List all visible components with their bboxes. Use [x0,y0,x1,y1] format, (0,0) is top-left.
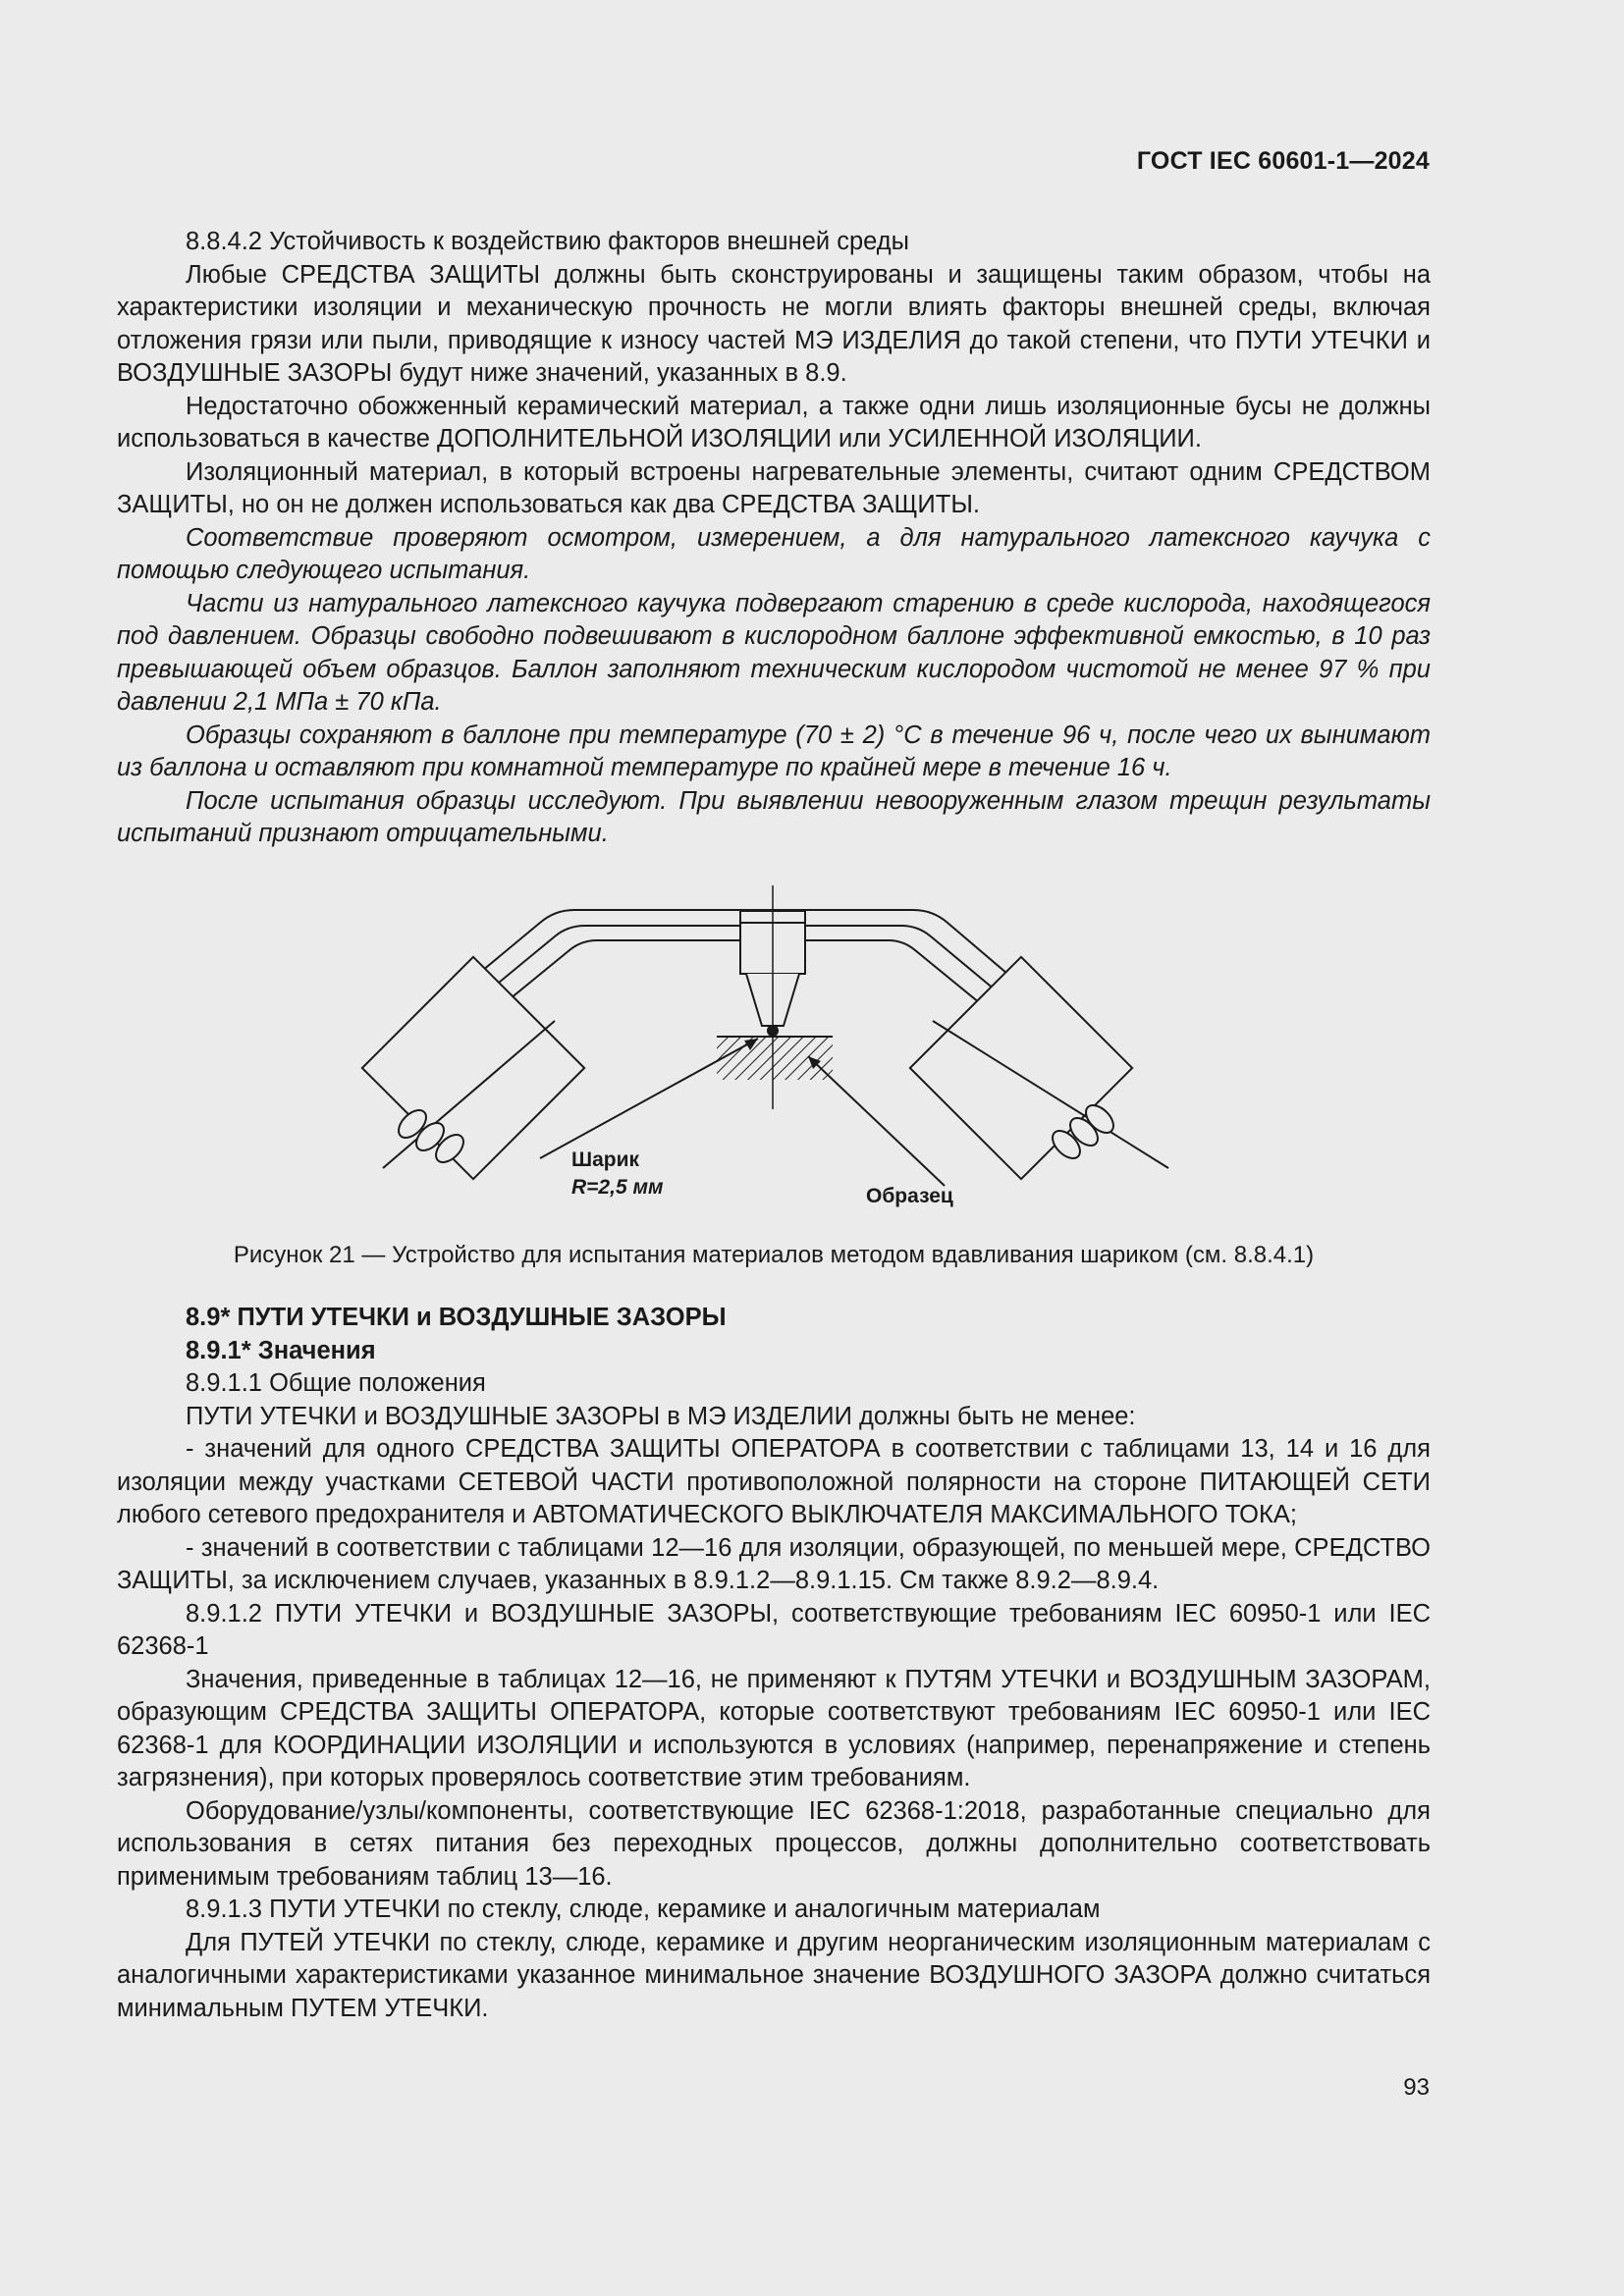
figure-21-ball-pressure-apparatus [353,874,1218,1217]
right-weight-block [910,957,1168,1179]
left-weight-block [362,957,584,1179]
list-item: - значений в соответствии с таблицами 12—16 для изоляции, образующей, по меньшей мере, СРЕДСТВО ЗАЩИТЫ, за исключением случаев, указанных в 8.9.1.2—8.9.1.15. См также 8.9.2—8.9.4. [117,1533,1431,1594]
paragraph: Значения, приведенные в таблицах 12—16, не применяют к ПУТЯМ УТЕЧКИ и ВОЗДУШНЫМ ЗАЗОРАМ, образующим СРЕДСТВА ЗАЩИТЫ ОПЕРАТОРА, которые соответствуют требованиям IEC 60950-1 или IEC 62368-1 для КООРДИНАЦИИ ИЗОЛЯЦИИ и используются в условиях (например, перенапряжение и степень загрязнения), при которых проверялось соответствие этим требованиям. [117,1665,1431,1791]
page-number: 93 [1403,2074,1430,2101]
label-sample: Образец [866,1185,953,1207]
test-paragraph: Образцы сохраняют в баллоне при температуре (70 ± 2) °С в течение 96 ч, после чего их вынимают из баллона и оставляют при комнатной температуре по крайней мере в течение 16 ч. [117,721,1431,781]
clause-8-8-4-2-title: 8.8.4.2 Устойчивость к воздействию факторов внешней среды [186,228,909,255]
test-paragraph: Части из натурального латексного каучука подвергают старению в среде кислорода, находящегося под давлением. Образцы свободно подвешивают в кислородном баллоне эффективной емкостью, в 10 раз превышающей объем образцов. Баллон заполняют техническим кислородом чистотой не менее 97 % при давлении 2,1 МПа ± 70 кПа. [117,589,1431,716]
compliance-paragraph: Соответствие проверяют осмотром, измерением, а для натурального латексного каучука с помощью следующего испытания. [117,523,1431,584]
label-radius: R=2,5 мм [571,1176,664,1199]
clause-8-9-1-3-title: 8.9.1.3 ПУТИ УТЕЧКИ по стеклу, слюде, керамике и аналогичным материалам [186,1896,1101,1923]
document-number: ГОСТ IEC 60601-1—2024 [1136,147,1430,175]
clause-8-9-1-heading: 8.9.1* Значения [186,1336,376,1364]
section-environment-resistance [117,226,1431,851]
paragraph: ПУТИ УТЕЧКИ и ВОЗДУШНЫЕ ЗАЗОРЫ в МЭ ИЗДЕЛИИ должны быть не менее: [186,1402,1136,1430]
paragraph: Оборудование/узлы/компоненты, соответствующие IEC 62368-1:2018, разработанные специально для использования в сетях питания без переходных процессов, должны дополнительно соответствовать применимым требованиям таблиц 13—16. [117,1796,1431,1891]
clause-8-9-1-1-title: 8.9.1.1 Общие положения [186,1369,486,1397]
list-item: - значений для одного СРЕДСТВА ЗАЩИТЫ ОПЕРАТОРА в соответствии с таблицами 13, 14 и 16 для изоляции между участками СЕТЕВОЙ ЧАСТИ противоположной полярности на стороне ПИТАЮЩЕЙ СЕТИ любого сетевого предохранителя и АВТОМАТИЧЕСКОГО ВЫКЛЮЧАТЕЛЯ МАКСИМАЛЬНОГО ТОКА; [117,1435,1431,1528]
paragraph: Недостаточно обожженный керамический материал, а также одни лишь изоляционные бусы не должны использоваться в качестве ДОПОЛНИТЕЛЬНОЙ ИЗОЛЯЦИИ или УСИЛЕННОЙ ИЗОЛЯЦИИ. [117,392,1431,453]
label-ball: Шарик [571,1148,640,1171]
figure-caption: Рисунок 21 — Устройство для испытания материалов методом вдавливания шариком (см. 8.8.4.1) [233,1242,1315,1268]
paragraph: Изоляционный материал, в который встроены нагревательные элементы, считают одним СРЕДСТВОМ ЗАЩИТЫ, но он не должен использоваться как два СРЕДСТВА ЗАЩИТЫ. [117,457,1431,518]
ball-pressure-diagram [353,874,1218,1217]
section-8-9-heading: 8.9* ПУТИ УТЕЧКИ и ВОЗДУШНЫЕ ЗАЗОРЫ [186,1304,727,1331]
section-creepage-clearance [117,1302,1431,2025]
paragraph: Для ПУТЕЙ УТЕЧКИ по стеклу, слюде, керамике и другим неорганическим изоляционным материалам с аналогичными характеристиками указанное минимальное значение ВОЗДУШНОГО ЗАЗОРА должно считаться минимальным ПУТЕМ УТЕЧКИ. [117,1928,1431,2022]
clause-8-9-1-2-title: 8.9.1.2 ПУТИ УТЕЧКИ и ВОЗДУШНЫЕ ЗАЗОРЫ, соответствующие требованиям IEC 60950-1 или IEC 62368-1 [117,1599,1431,1660]
paragraph: Любые СРЕДСТВА ЗАЩИТЫ должны быть сконструированы и защищены таким образом, чтобы на характеристики изоляции и механическую прочность не могли влиять факторы внешней среды, включая отложения грязи или пыли, приводящие к износу частей МЭ ИЗДЕЛИЯ до такой степени, что ПУТИ УТЕЧКИ и ВОЗДУШНЫЕ ЗАЗОРЫ будут ниже значений, указанных в 8.9. [117,260,1431,387]
test-paragraph: После испытания образцы исследуют. При выявлении невооруженным глазом трещин результаты испытаний признают отрицательными. [117,786,1431,847]
